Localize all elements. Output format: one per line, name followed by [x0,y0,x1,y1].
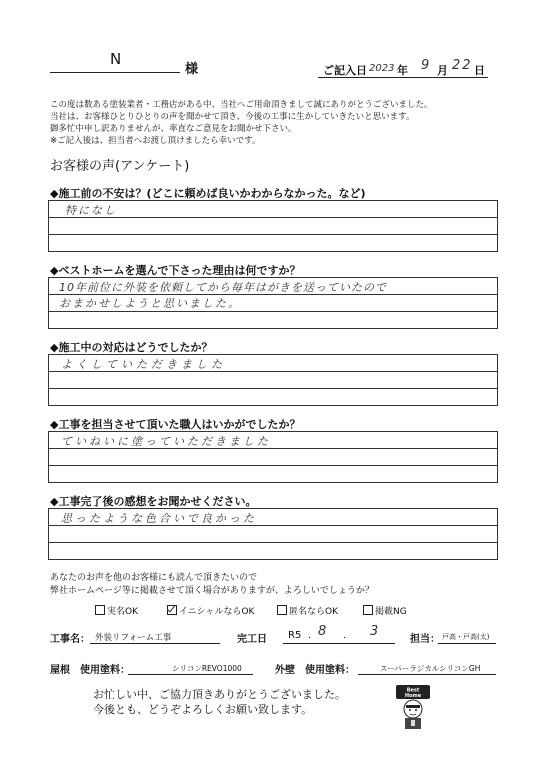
date-month: 9 [421,58,432,73]
option-initials[interactable]: イニシャルならOK [167,604,254,617]
intro-line-3: 御多忙中申し訳ありませんが、率直なご意見をお聞かせ下さい。 [50,124,297,134]
checkbox-checked-icon[interactable] [167,605,177,615]
answer-2-line-1: 10年前位に外装を依頼してから毎年はがきを送っていたので [59,281,387,294]
permission-line-1: あなたのお声を他のお客様にも読んで頂きたいので [50,573,258,583]
svg-text:Home: Home [404,693,422,699]
question-2-title: ◆ベストホームを選んで下さった理由は何ですか？ [50,264,301,277]
customer-name: N [110,50,122,68]
completion-underline [283,643,395,644]
work-name-label: 工事名： [50,634,90,645]
closing-line-2: 今後とも、どうぞよろしくお願い致します。 [93,703,313,716]
roof-underline [128,674,253,675]
completion-dot-1: . [308,630,312,641]
section-title: お客様の声(アンケート) [50,159,190,174]
roof-value: シリコンREVO1000 [172,664,242,673]
date-label: ご記入日 [323,64,367,77]
option-real-name[interactable]: 実名OK [95,604,138,617]
question-1-title: ◆施工前の不安は？(どこに頼めば良いかわからなかった。など) [50,187,366,200]
completion-day: 3 [370,624,381,639]
completion-era: R5 [288,630,302,641]
answer-1-line-1: 特になし [65,204,117,217]
question-3-title: ◆施工中の対応はどうでしたか？ [50,341,213,354]
answer-5-line-1: 思ったような色合いで良かった [61,512,257,525]
wall-underline [358,674,496,675]
intro-line-4: ※ご記入後は、担当者へお渡し頂けましたら幸いです。 [50,136,261,146]
date-year-unit: 年 [397,64,408,77]
name-underline [50,72,180,73]
staff-label: 担当： [410,634,440,645]
option-no-publish[interactable]: 掲載NG [363,604,407,617]
wall-value: スーパーラジカルシリコンGH [380,664,481,673]
date-day-unit: 日 [474,64,485,77]
work-name-underline [90,643,220,644]
answer-3-line-1: よくしていただきました [61,358,226,371]
answer-2-line-2: おまかせしようと思いました。 [59,297,241,310]
intro-line-2: 当社は、お客様ひとりひとりの声を聞かせて頂き、今後の工事に生かしていきたいと思います。 [50,112,415,122]
date-month-unit: 月 [437,64,448,77]
answer-box-2 [48,277,498,329]
answer-box-4 [48,431,498,483]
date-day: 22 [452,58,473,73]
checkbox-icon[interactable] [363,605,373,615]
option-anonymous[interactable]: 匿名ならOK [277,604,338,617]
checkbox-icon[interactable] [277,605,287,615]
completion-month: 8 [318,624,329,639]
completion-label: 完工日 [237,634,267,645]
question-5-title: ◆工事完了後の感想をお聞かせください。 [50,495,257,508]
answer-4-line-1: ていねいに塗っていただきました [61,435,271,448]
checkbox-icon[interactable] [95,605,105,615]
wall-label: 外壁 使用塗料： [275,665,355,676]
date-year: 2023 [369,63,395,74]
answer-box-1 [48,200,498,252]
work-name-value: 外装リフォーム工事 [95,633,172,643]
answer-box-5 [48,508,498,560]
question-4-title: ◆工事を担当させて頂いた職人はいかがでしたか？ [50,418,301,431]
mascot-text: Best [406,687,420,694]
roof-label: 屋根 使用塗料： [50,665,130,676]
permission-line-2: 弊社ホームページ等に掲載させて頂く場合がありますが、よろしいでしょうか？ [50,586,374,596]
answer-box-3 [48,354,498,406]
completion-dot-2: . [343,630,347,641]
staff-value: 戸高・戸高(太) [442,633,490,641]
honorific: 様 [185,62,199,77]
intro-line-1: この度は数ある塗装業者・工務店がある中、当社へご用命頂きまして誠にありがとうございました。 [50,100,433,110]
staff-underline [438,643,496,644]
date-underline [318,77,488,78]
closing-line-1: お忙しい中、ご協力頂きありがとうございました。 [93,688,346,701]
house-mascot-icon [393,683,433,731]
